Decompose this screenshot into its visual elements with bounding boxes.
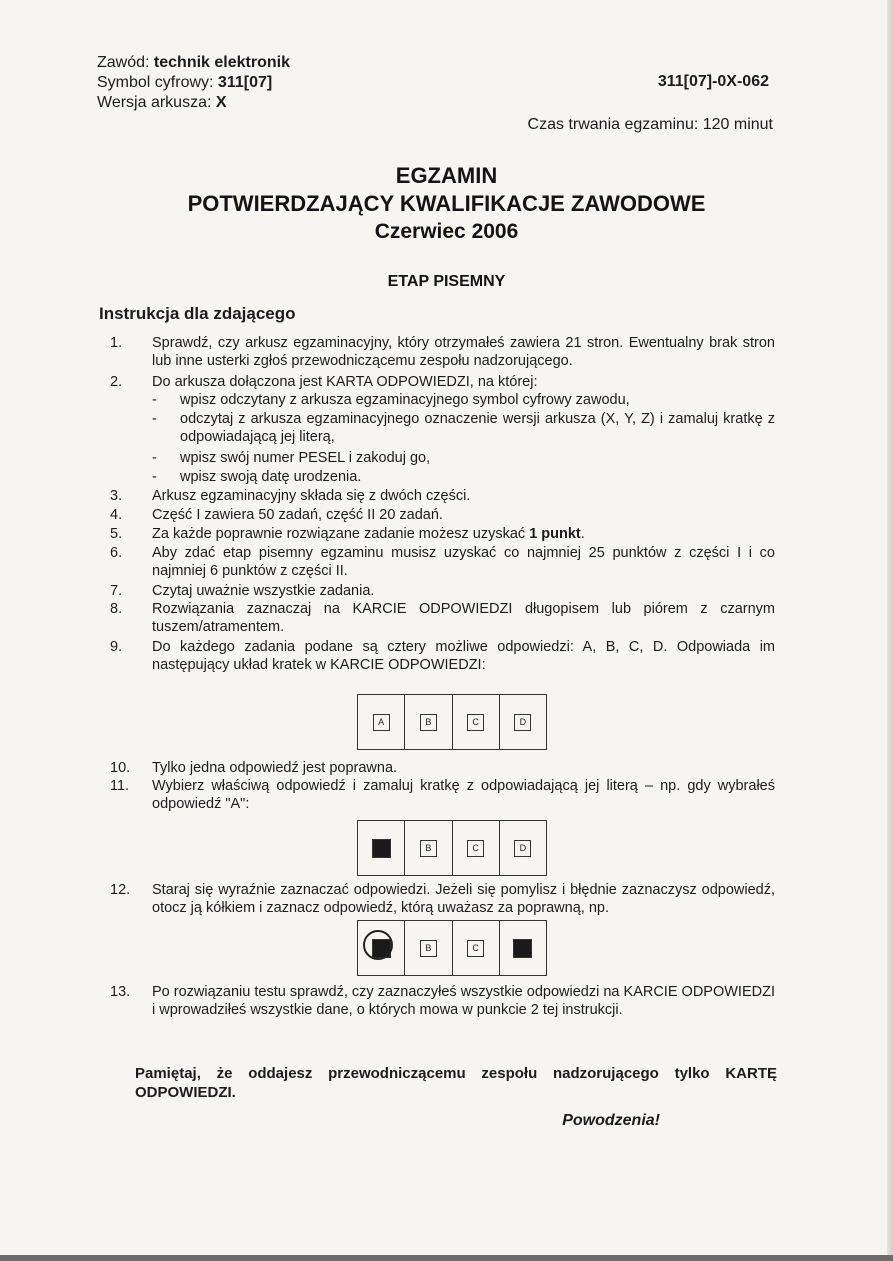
correction-circle-icon xyxy=(363,930,393,960)
instruction-item: 3. Arkusz egzaminacyjny składa się z dwóch części. xyxy=(110,488,471,504)
answer-grid-example xyxy=(357,694,547,750)
title-qualification: POTWIERDZAJĄCY KWALIFIKACJE ZAWODOWE xyxy=(187,191,706,216)
answer-box-d: D xyxy=(514,840,531,857)
answer-grid-corrected xyxy=(357,920,547,976)
instruction-item: 2. Do arkusza dołączona jest KARTA ODPOWIEDZI, na której: xyxy=(110,374,538,390)
exam-meta xyxy=(97,53,290,113)
instruction-subitem: - odczytaj z arkusza egzaminacyjnego oznaczenie wersji arkusza (X, Y, Z) i zamaluj kratkę z odpowiadającą jej literą, xyxy=(152,411,775,445)
answer-box-a-cancelled: A xyxy=(372,939,391,958)
instructions-heading: Instrukcja dla zdającego xyxy=(99,304,296,323)
instruction-item: 5. Za każde poprawnie rozwiązane zadanie możesz uzyskać 1 punkt. xyxy=(110,526,585,542)
instruction-item: 6. Aby zdać etap pisemny egzaminu musisz uzyskać co najmniej 25 punktów z części I i co najmniej 6 punktów z części II. xyxy=(110,545,775,579)
answer-box-a: A xyxy=(373,714,390,731)
title-exam: EGZAMIN xyxy=(395,163,498,188)
version-line: Wersja arkusza: X xyxy=(97,94,227,111)
symbol-line: Symbol cyfrowy: 311[07] xyxy=(97,74,273,91)
exam-duration: Czas trwania egzaminu: 120 minut xyxy=(527,116,773,133)
instruction-subitem: - wpisz swój numer PESEL i zakoduj go, xyxy=(152,450,431,466)
circled-answer xyxy=(372,939,391,958)
point-value: 1 punkt xyxy=(529,526,581,542)
instruction-item: 1. Sprawdź, czy arkusz egzaminacyjny, który otrzymałeś zawiera 21 stron. Ewentualny brak stron lub inne usterki zgłoś przewodniczącemu zespołu nadzorującego. xyxy=(110,335,775,369)
version-value: X xyxy=(215,94,227,111)
instruction-item: 11. Wybierz właściwą odpowiedź i zamaluj kratkę z odpowiadającą jej literą – np. gdy wybrałeś odpowiedź "A": xyxy=(110,778,775,812)
instruction-item: 10. Tylko jedna odpowiedź jest poprawna. xyxy=(110,760,398,776)
answer-box-b: B xyxy=(420,840,437,857)
answer-box-b: B xyxy=(420,940,437,957)
profession-line: Zawód: technik elektronik xyxy=(97,54,290,71)
symbol-value: 311[07] xyxy=(217,74,273,91)
reminder-note: Pamiętaj, że oddajesz przewodniczącemu zespołu nadzorującego tylko KARTĘ ODPOWIEDZI. xyxy=(135,1065,777,1101)
instruction-item: 12. Staraj się wyraźnie zaznaczać odpowiedzi. Jeżeli się pomylisz i błędnie zaznaczysz odpowiedź, otocz ją kółkiem i zaznacz odpowiedź, którą uważasz za poprawną, np. xyxy=(110,882,775,916)
instruction-item: 4. Część I zawiera 50 zadań, część II 20 zadań. xyxy=(110,507,443,523)
sheet-code: 311[07]-0X-062 xyxy=(657,73,769,90)
instruction-subitem: - wpisz odczytany z arkusza egzaminacyjnego symbol cyfrowy zawodu, xyxy=(152,392,630,408)
instruction-subitem: - wpisz swoją datę urodzenia. xyxy=(152,469,362,485)
answer-box-a-filled: A xyxy=(372,839,391,858)
answer-box-b: B xyxy=(420,714,437,731)
title-date: Czerwiec 2006 xyxy=(374,220,519,243)
instruction-item: 7. Czytaj uważnie wszystkie zadania. xyxy=(110,583,375,599)
title-stage: ETAP PISEMNY xyxy=(387,273,506,290)
answer-grid-filled-a xyxy=(357,820,547,876)
answer-box-d: D xyxy=(514,714,531,731)
instruction-item: 9. Do każdego zadania podane są cztery możliwe odpowiedzi: A, B, C, D. Odpowiada im następujący układ kratek w KARCIE ODPOWIEDZI: xyxy=(110,639,775,673)
instruction-item: 8. Rozwiązania zaznaczaj na KARCIE ODPOWIEDZI długopisem lub piórem z czarnym tuszem/atramentem. xyxy=(110,601,775,635)
answer-box-c: C xyxy=(467,840,484,857)
instruction-item: 13. Po rozwiązaniu testu sprawdź, czy zaznaczyłeś wszystkie odpowiedzi na KARCIE ODPOWIEDZI i wprowadziłeś wszystkie dane, o których mowa w punkcie 2 tej instrukcji. xyxy=(110,984,775,1018)
page-bottom-edge xyxy=(0,1255,893,1261)
good-luck: Powodzenia! xyxy=(562,1112,660,1129)
answer-box-d-filled: D xyxy=(513,939,532,958)
page-edge xyxy=(887,0,893,1261)
answer-box-c: C xyxy=(467,940,484,957)
answer-box-c: C xyxy=(467,714,484,731)
profession-value: technik elektronik xyxy=(153,54,290,71)
